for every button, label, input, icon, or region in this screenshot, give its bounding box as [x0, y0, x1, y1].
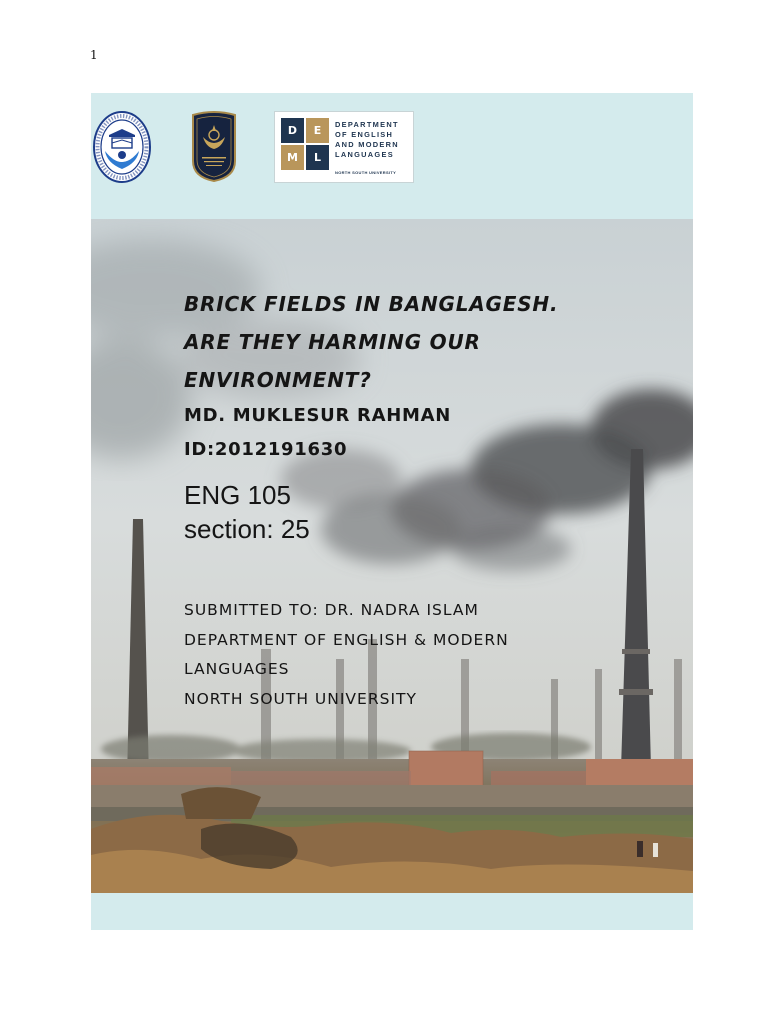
deml-letter-e: E	[306, 118, 329, 143]
department-line: DEPARTMENT OF ENGLISH & MODERN	[184, 630, 509, 649]
university-seal-logo	[93, 111, 151, 183]
cover-page	[91, 93, 693, 930]
report-title-line-2: ARE THEY HARMING OUR	[184, 330, 481, 354]
report-title-block	[184, 285, 654, 467]
deml-letter-d: D	[281, 118, 304, 143]
course-section: section: 25	[184, 514, 310, 544]
university-line: NORTH SOUTH UNIVERSITY	[184, 689, 417, 708]
deml-department-logo	[275, 112, 413, 182]
course-code: ENG 105	[184, 480, 291, 510]
course-info	[184, 478, 310, 546]
footer-band	[91, 893, 693, 930]
submitted-to: SUBMITTED TO: DR. NADRA ISLAM	[184, 601, 479, 619]
author-name: MD. MUKLESUR RAHMAN	[184, 405, 451, 426]
deml-university-name: NORTH SOUTH UNIVERSITY	[335, 170, 397, 175]
submission-info	[184, 596, 654, 714]
deml-letter-m: M	[281, 145, 304, 170]
department-line-cont: LANGUAGES	[184, 660, 290, 678]
crest-logo	[189, 111, 239, 183]
logo-header-band	[91, 93, 693, 219]
deml-letter-l: L	[306, 145, 329, 170]
deml-letter-grid	[281, 118, 329, 170]
student-id: ID:2012191630	[184, 439, 348, 460]
page-number: 1	[90, 48, 98, 62]
deml-department-name: DEPARTMENT OF ENGLISH AND MODERN LANGUAGES	[335, 120, 399, 159]
report-title-line-3: ENVIRONMENT?	[184, 368, 372, 392]
report-title-line-1: BRICK FIELDS IN BANGLAGESH.	[184, 292, 559, 316]
